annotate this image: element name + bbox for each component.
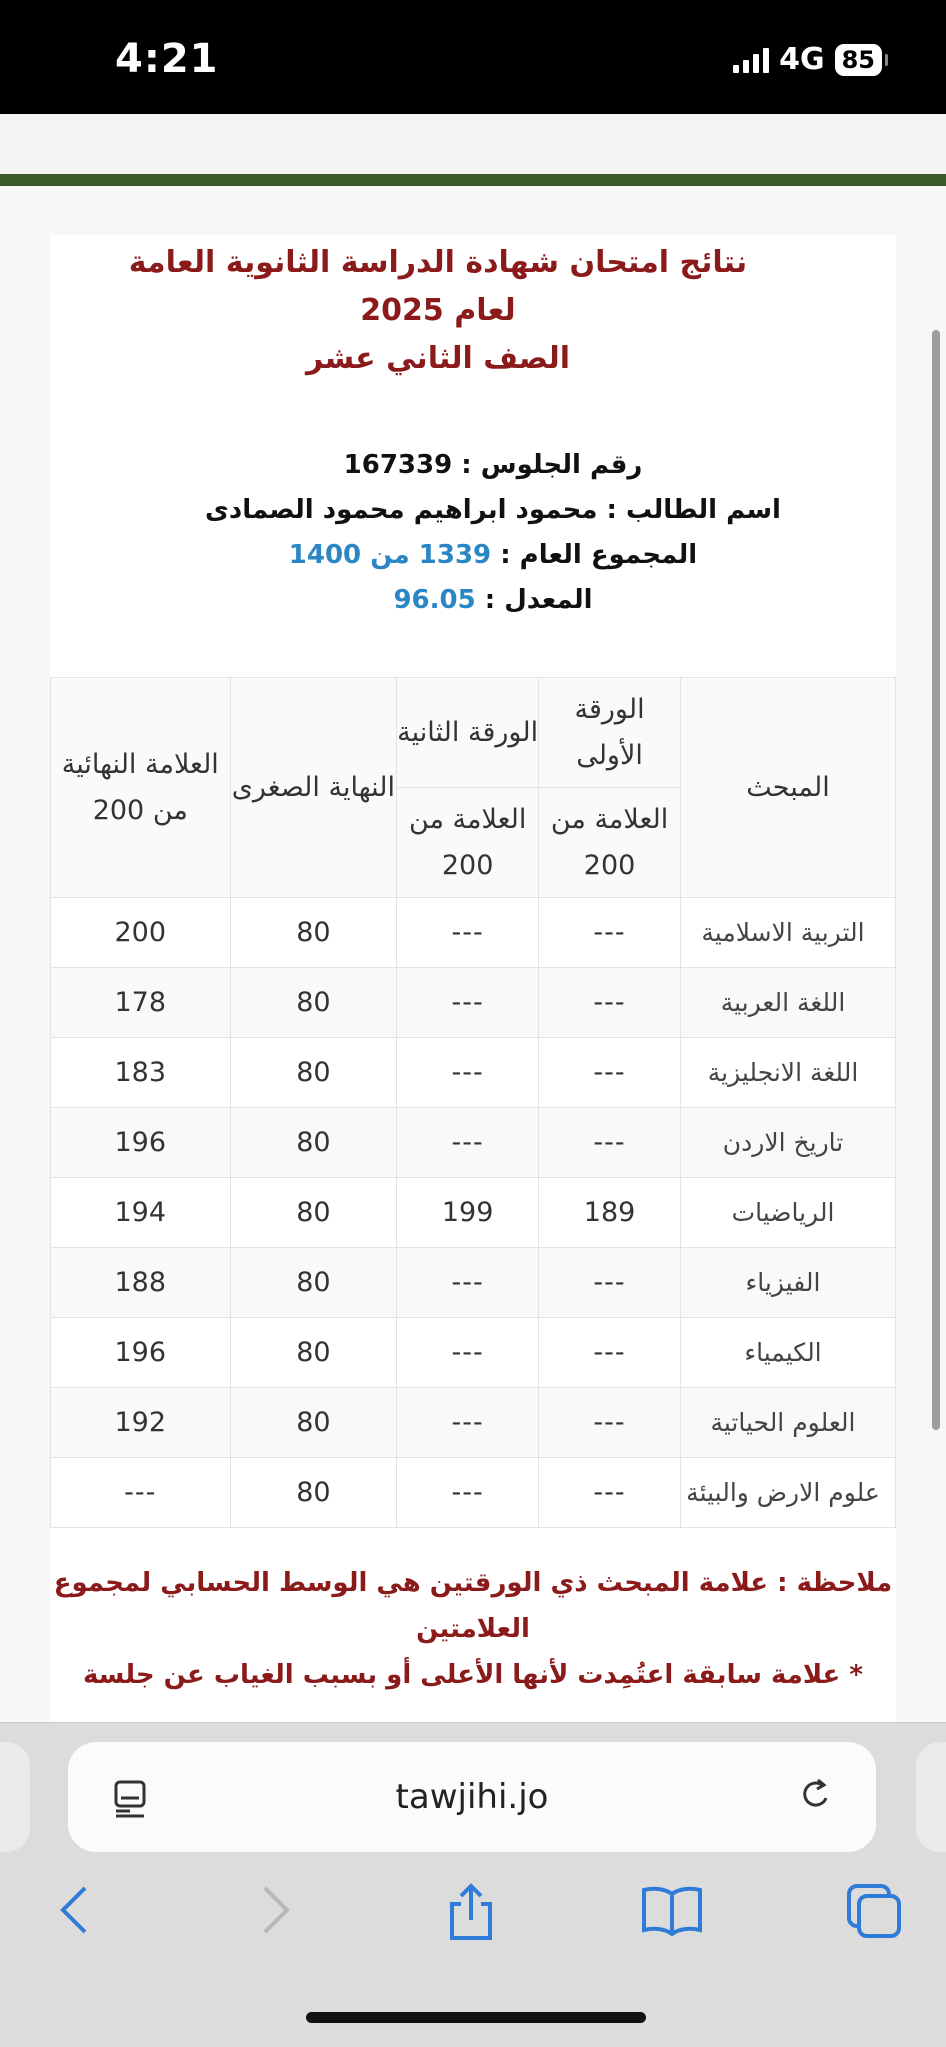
paper2-cell: --- [397, 1038, 539, 1108]
paper2-cell: --- [397, 898, 539, 968]
paper1-cell: --- [539, 968, 681, 1038]
subject-cell: التربية الاسلامية [681, 898, 896, 968]
header-final: العلامة النهائية من 200 [51, 678, 231, 898]
student-name: محمود ابراهيم محمود الصمادى [205, 495, 598, 525]
min-cell: 80 [230, 1038, 397, 1108]
signal-icon [733, 47, 769, 73]
final-cell: 196 [51, 1108, 231, 1178]
final-cell: --- [51, 1458, 231, 1528]
header-divider [0, 174, 946, 186]
back-icon[interactable] [55, 1882, 95, 1942]
paper1-cell: --- [539, 1038, 681, 1108]
table-row [51, 1108, 896, 1178]
min-cell: 80 [230, 1388, 397, 1458]
forward-icon[interactable] [255, 1882, 295, 1942]
min-cell: 80 [230, 1318, 397, 1388]
paper1-cell: --- [539, 1248, 681, 1318]
average-line [90, 578, 896, 623]
seat-number: 167339 [343, 450, 453, 480]
paper1-cell: --- [539, 898, 681, 968]
network-type: 4G [779, 42, 825, 77]
subject-cell: اللغة العربية [681, 968, 896, 1038]
final-cell: 188 [51, 1248, 231, 1318]
next-tab-peek[interactable] [916, 1742, 946, 1852]
min-cell: 80 [230, 898, 397, 968]
header-paper1-sub: العلامة من 200 [539, 788, 681, 898]
min-cell: 80 [230, 1458, 397, 1528]
results-table [50, 677, 896, 1528]
battery-icon: 85 [835, 44, 882, 76]
paper2-cell: --- [397, 1318, 539, 1388]
share-icon[interactable] [444, 1882, 498, 1946]
total-label: المجموع العام : [491, 540, 698, 570]
notes [50, 1560, 896, 1698]
reader-icon[interactable] [110, 1778, 150, 1822]
min-cell: 80 [230, 1108, 397, 1178]
average-value: 96.05 [393, 585, 476, 615]
table-row [51, 1038, 896, 1108]
subject-cell: تاريخ الاردن [681, 1108, 896, 1178]
status-bar [0, 0, 946, 114]
header-subject: المبحث [681, 678, 896, 898]
header-paper2: الورقة الثانية [397, 678, 539, 788]
header-paper1: الورقة الأولى [539, 678, 681, 788]
status-indicators [733, 42, 888, 77]
final-cell: 183 [51, 1038, 231, 1108]
seat-number-label: رقم الجلوس : [452, 450, 643, 480]
paper2-cell: --- [397, 1108, 539, 1178]
student-name-line [90, 488, 896, 533]
status-time: 4:21 [115, 36, 219, 82]
paper1-cell: --- [539, 1458, 681, 1528]
battery-tip [885, 54, 888, 66]
total-line [90, 533, 896, 578]
average-label: المعدل : [475, 585, 593, 615]
student-name-label: اسم الطالب : [597, 495, 781, 525]
paper1-cell: --- [539, 1388, 681, 1458]
title-line-1: نتائج امتحان شهادة الدراسة الثانوية العامة [128, 245, 748, 280]
total-value: 1339 من 1400 [288, 540, 492, 570]
tabs-icon[interactable] [845, 1882, 905, 1944]
prev-tab-peek[interactable] [0, 1742, 30, 1852]
bookmarks-icon[interactable] [640, 1882, 704, 1942]
final-cell: 194 [51, 1178, 231, 1248]
subject-cell: علوم الارض والبيئة [681, 1458, 896, 1528]
table-row [51, 1248, 896, 1318]
table-row [51, 1318, 896, 1388]
results-panel [50, 235, 896, 1730]
min-cell: 80 [230, 968, 397, 1038]
site-header [0, 114, 946, 174]
subject-cell: الكيمياء [681, 1318, 896, 1388]
final-cell: 196 [51, 1318, 231, 1388]
title-line-2: لعام 2025 [360, 293, 516, 328]
final-cell: 178 [51, 968, 231, 1038]
min-cell: 80 [230, 1178, 397, 1248]
paper2-cell: --- [397, 968, 539, 1038]
browser-toolbar [0, 1852, 946, 2047]
paper1-cell: --- [539, 1108, 681, 1178]
table-row [51, 1458, 896, 1528]
paper2-cell: 199 [397, 1178, 539, 1248]
subject-cell: الفيزياء [681, 1248, 896, 1318]
paper2-cell: --- [397, 1388, 539, 1458]
table-row [51, 1178, 896, 1248]
url-text[interactable]: tawjihi.jo [395, 1777, 549, 1817]
table-row [51, 898, 896, 968]
results-table-body [51, 898, 896, 1528]
subject-cell: العلوم الحياتية [681, 1388, 896, 1458]
table-row [51, 1388, 896, 1458]
final-cell: 200 [51, 898, 231, 968]
paper1-cell: 189 [539, 1178, 681, 1248]
seat-number-line [90, 443, 896, 488]
reload-icon[interactable] [796, 1776, 836, 1820]
home-indicator [306, 2012, 646, 2023]
note-2: * علامة سابقة اعتُمِدت لأنها الأعلى أو بسبب الغياب عن جلسة [83, 1660, 863, 1690]
min-cell: 80 [230, 1248, 397, 1318]
paper2-cell: --- [397, 1248, 539, 1318]
address-bar[interactable] [68, 1742, 876, 1852]
paper1-cell: --- [539, 1318, 681, 1388]
address-bar-area [0, 1722, 946, 1852]
header-min: النهاية الصغرى [230, 678, 397, 898]
title-line-3: الصف الثاني عشر [305, 341, 571, 376]
header-paper2-sub: العلامة من 200 [397, 788, 539, 898]
note-1: ملاحظة : علامة المبحث ذي الورقتين هي الوسط الحسابي لمجموع العلامتين [53, 1568, 893, 1644]
final-cell: 192 [51, 1388, 231, 1458]
paper2-cell: --- [397, 1458, 539, 1528]
subject-cell: اللغة الانجليزية [681, 1038, 896, 1108]
page-title [50, 239, 896, 383]
scrollbar[interactable] [932, 330, 940, 1430]
subject-cell: الرياضيات [681, 1178, 896, 1248]
student-info [50, 443, 896, 623]
table-row [51, 968, 896, 1038]
